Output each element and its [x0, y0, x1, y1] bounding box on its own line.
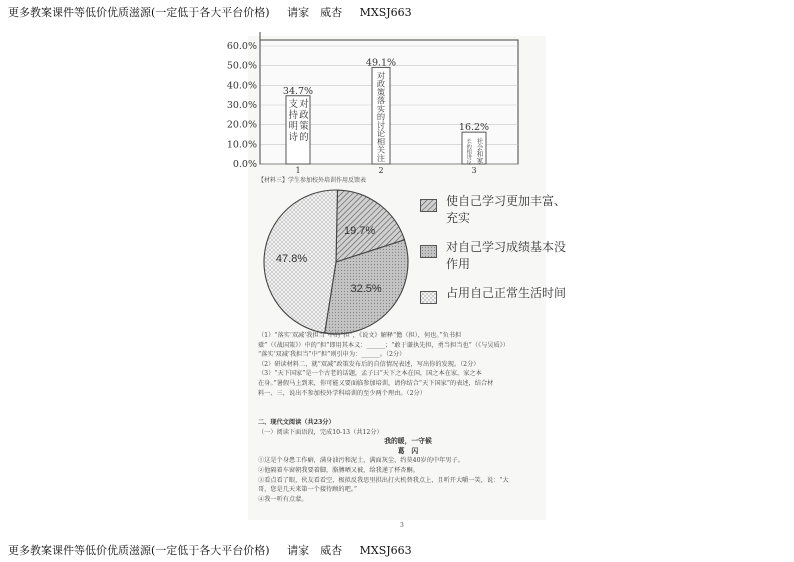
- legend-label: 占用自己正常生活时间: [446, 286, 567, 300]
- y-tick-label: 20.0%: [226, 119, 257, 131]
- bar-inner-text: 讨: [376, 119, 386, 130]
- bar-inner-text: 的: [466, 144, 472, 151]
- section-subtitle: （一）阅读下面语段，完成10-13（共12分）: [258, 428, 383, 436]
- bar-inner-text: 诗: [288, 131, 298, 143]
- section-title: 二、现代文阅读（共23分）: [258, 419, 335, 426]
- y-tick-label: 0.0%: [232, 159, 257, 170]
- reading-section: [258, 418, 558, 504]
- x-tick-label: 2: [378, 166, 384, 175]
- bar-chart: [222, 24, 527, 176]
- bar-inner-text: 论: [376, 128, 386, 139]
- bar-inner-text: 会: [476, 143, 484, 152]
- question-line: 料一、三，说出不参加校外学科培训的至少两个理由。（2分）: [258, 389, 426, 397]
- story-paragraph: ③看点看了眼，伙友看看空，极拟反我思里拱出打火机替我点上，且听开大嚼一笑，说：“大: [258, 476, 509, 484]
- question-line: 橐”（《战国策》）中的“担”即用其本义：______；“敢于谦执先担，勇当担当也”（《与吴质》）: [258, 341, 509, 349]
- page-number: 3: [400, 522, 404, 529]
- bar-value-label: 49.1%: [365, 57, 397, 69]
- bar-value-label: 16.2%: [458, 122, 490, 134]
- legend-item-hatch: [420, 193, 567, 239]
- bar-inner-text: 的: [376, 111, 386, 122]
- story-paragraph: ①这是个身患工作癖，满身油污和泥土，满面灰尘，约莫40岁的中年男子。: [258, 457, 464, 465]
- y-tick-label: 40.0%: [226, 80, 257, 92]
- bar-inner-text: 持: [288, 109, 298, 121]
- pie-chart: [256, 188, 416, 348]
- question-line: 在身。”暑假马上到来，你可能又要面临参加培训，请你结合“天下国家”的表述，结合材: [258, 379, 494, 387]
- banner-contact: 请家 威杏: [287, 544, 343, 557]
- bottom-banner: [8, 542, 426, 558]
- bar-inner-text: 注: [376, 152, 386, 163]
- bar-inner-text: 关: [376, 144, 386, 155]
- story-author: 葛 闪: [397, 446, 419, 455]
- x-tick-label: 1: [295, 166, 301, 175]
- pie-value-label: 47.8%: [275, 253, 308, 266]
- bar-value-label: 34.7%: [282, 85, 314, 97]
- banner-contact: 请家 威杏: [287, 6, 343, 19]
- bar-inner-text: 实: [376, 103, 386, 114]
- bar-inner-text: 策: [299, 120, 309, 132]
- bar-inner-text: 相: [466, 149, 472, 156]
- question-line: “落实‘双减’我担当”中“担”则引申为：______。（2分）: [258, 351, 406, 359]
- question-line: （3）“天下国家”是一个古老的话题，孟子曰“天下之本在国，国之本在家，家之本: [258, 370, 482, 378]
- bar-inner-text: 反: [466, 159, 472, 166]
- pie-caption: 【材料三】学生参加校外培训作用反馈表: [258, 177, 367, 184]
- bar-inner-text: 策: [376, 86, 386, 97]
- story-paragraph: 哥，您是几天来第一个接待顾的吧。”: [258, 486, 358, 494]
- question-line: （1）“落实‘双减’我担当”中的“担”，《说文》解释“儋（担），何也。”负书担: [258, 332, 462, 339]
- bar-inner-text: 家: [476, 156, 484, 165]
- bar-inner-text: 的: [299, 131, 309, 143]
- question-block: [258, 331, 558, 398]
- x-tick-label: 3: [471, 166, 477, 175]
- legend-item-fine: [420, 285, 567, 331]
- bar-inner-text: 支: [288, 98, 298, 110]
- legend-item-dots: [420, 239, 567, 285]
- legend-swatch-dots: [420, 245, 437, 258]
- bar-inner-text: 明: [288, 120, 298, 132]
- pie-legend: [420, 193, 567, 331]
- y-tick-label: 30.0%: [226, 100, 257, 111]
- bar-inner-text: 讲: [466, 154, 472, 161]
- bar-inner-text: 对: [299, 98, 309, 110]
- bar-inner-text: 政: [376, 78, 386, 89]
- banner-ad-text: 更多教案课件等低价优质滋源(一定低于各大平台价格): [8, 6, 270, 19]
- pie-value-label: 32.5%: [350, 282, 382, 295]
- bar-inner-text: 政: [299, 109, 309, 121]
- pie-value-label: 19.7%: [344, 225, 376, 238]
- story-paragraph: ④我一听有点蒙。: [258, 495, 308, 503]
- banner-code: MXSJ663: [359, 544, 412, 557]
- bar-inner-text: 长: [466, 139, 472, 146]
- bar-inner-text: 对: [376, 70, 386, 81]
- top-banner: [8, 4, 426, 20]
- legend-swatch-fine: [420, 291, 437, 304]
- bar-inner-text: 社: [476, 137, 484, 146]
- y-tick-label: 60.0%: [226, 41, 257, 52]
- y-tick-label: 50.0%: [226, 60, 257, 72]
- bar-inner-text: 和: [476, 150, 484, 159]
- question-line: （2）研读材料二，就“双减”政策发布后的自信情况表述，写出你的发现。（2分）: [258, 360, 480, 368]
- banner-code: MXSJ663: [359, 6, 412, 19]
- y-tick-label: 10.0%: [226, 139, 257, 151]
- bar-inner-text: 落: [376, 95, 386, 106]
- legend-label: 对自己学习成绩基本没作用: [446, 240, 567, 271]
- banner-ad-text: 更多教案课件等低价优质滋源(一定低于各大平台价格): [8, 544, 270, 557]
- legend-label: 使自己学习更加丰富、充实: [446, 194, 567, 225]
- story-paragraph: ②他隔着车窗朝我要着脚，胳膊晒又被，给我递了杯杏酮。: [258, 466, 419, 474]
- legend-swatch-hatch: [420, 199, 437, 212]
- story-title: 我的暖，一守候: [384, 437, 432, 446]
- bar-inner-text: 相: [376, 136, 386, 147]
